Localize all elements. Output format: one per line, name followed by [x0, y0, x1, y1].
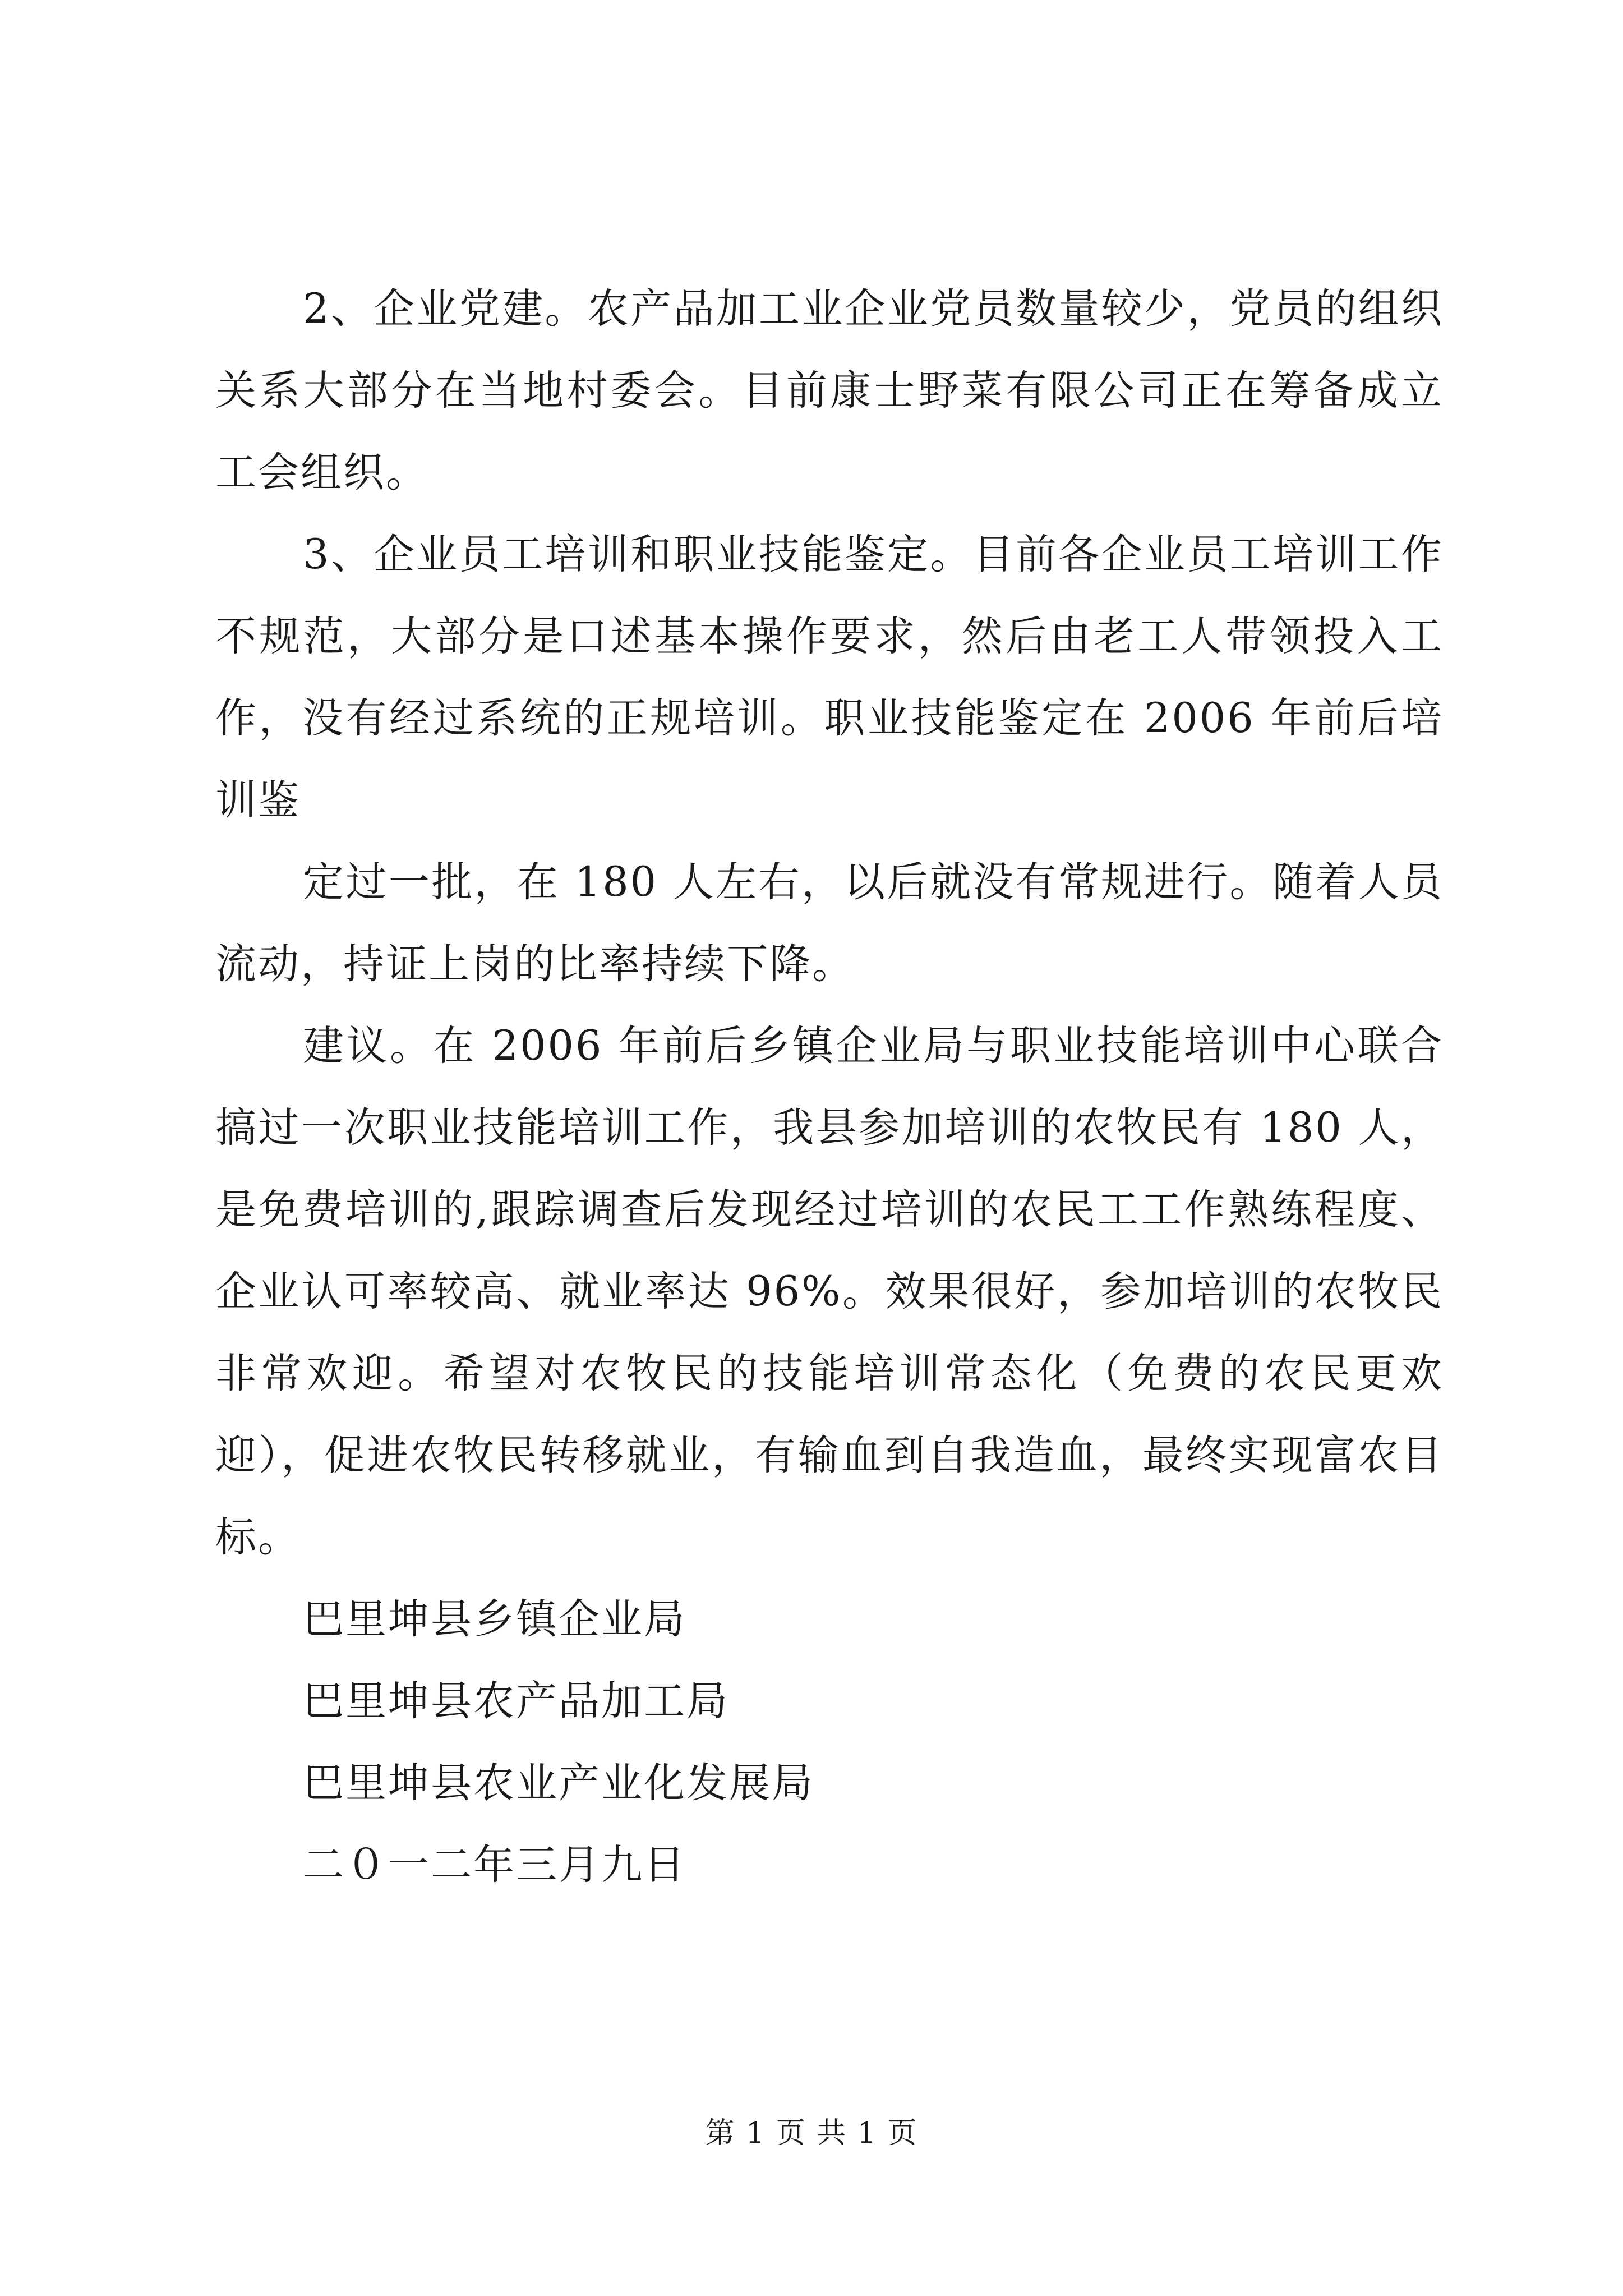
signature-agricultural-industrialization-bureau: 巴里坤县农业产业化发展局 [303, 1759, 814, 1807]
page-footer: 第 1 页 共 1 页 [705, 2116, 918, 2150]
signature-township-enterprise-bureau: 巴里坤县乡镇企业局 [303, 1595, 686, 1643]
paragraph-suggestion: 建议。在 2006 年前后乡镇企业局与职业技能培训中心联合搞过一次职业技能培训工作，我县参加培训的农牧民有 180 人，是免费培训的,跟踪调查后发现经过培训的农民工工作熟练程度、企业认可率较高、就业率达 96%。效果很好，参加培训的农牧民非常欢迎。希望对农牧民的技能培训常态化（免费的农民更欢迎），促进农牧民转移就业，有输血到自我造血，最终实现富农目标。 [215, 1022, 1444, 1561]
paragraph-party-building: 2、企业党建。农产品加工业企业党员数量较少，党员的组织关系大部分在当地村委会。目前康士野菜有限公司正在筹备成立工会组织。 [215, 285, 1444, 496]
signature-agricultural-processing-bureau: 巴里坤县农产品加工局 [303, 1677, 729, 1725]
paragraph-training-appraisal: 3、企业员工培训和职业技能鉴定。目前各企业员工培训工作不规范，大部分是口述基本操作要求，然后由老工人带领投入工作，没有经过系统的正规培训。职业技能鉴定在 2006 年前后培训鉴 [215, 531, 1444, 824]
paragraph-training-continued: 定过一批，在 180 人左右，以后就没有常规进行。随着人员流动，持证上岗的比率持续下降。 [215, 858, 1444, 988]
document-body [215, 268, 1444, 1906]
signature-date: 二０一二年三月九日 [303, 1841, 686, 1889]
